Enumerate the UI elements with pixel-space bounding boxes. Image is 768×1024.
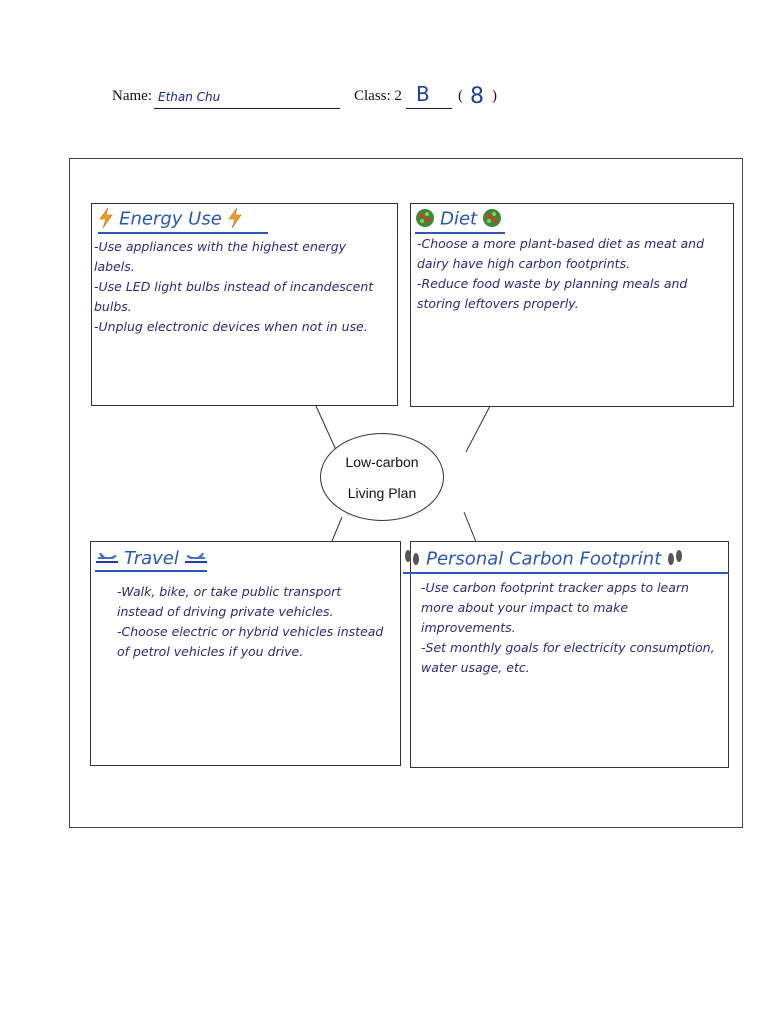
diet-title: Diet: [415, 208, 505, 234]
airplane-icon: [184, 550, 208, 570]
energy-item-1: -Use appliances with the highest energy labels.: [94, 239, 347, 274]
diet-item-2: -Reduce food waste by planning meals and storing leftovers properly.: [417, 276, 688, 311]
personal-carbon-footprint-title: Personal Carbon Footprint: [403, 548, 729, 574]
central-topic-line-2: Living Plan: [347, 485, 417, 501]
diet-item-1: -Choose a more plant-based diet as meat and dairy have high carbon footprints.: [417, 236, 705, 271]
number-close-paren: ): [492, 88, 497, 104]
energy-item-3: -Unplug electronic devices when not in use.: [94, 319, 368, 334]
travel-title: Travel: [95, 548, 207, 572]
personal-carbon-footprint-list: [421, 578, 721, 678]
central-topic-ellipse: [320, 433, 444, 521]
class-value: B: [416, 82, 430, 106]
personal-carbon-footprint-card: [410, 541, 729, 768]
travel-item-1: -Walk, bike, or take public transport instead of driving private vehicles.: [117, 584, 342, 619]
footprint-item-1: -Use carbon footprint tracker apps to learn more about your impact to make improvements.: [421, 580, 689, 635]
name-value: Ethan Chu: [158, 90, 221, 104]
footprints-icon: [403, 548, 421, 572]
central-topic-line-1: Low-carbon: [345, 454, 419, 470]
salad-bowl-icon: [482, 208, 502, 232]
airplane-icon: [95, 550, 119, 570]
footprints-icon: [666, 548, 684, 572]
travel-list: [117, 582, 389, 662]
number-value: 8: [470, 84, 484, 109]
energy-use-card: [91, 203, 398, 406]
name-label: Name:: [112, 88, 152, 104]
diet-card: [410, 203, 734, 407]
travel-card: [90, 541, 401, 766]
diet-list: [417, 234, 709, 314]
energy-use-title: Energy Use: [98, 208, 268, 234]
class-label: Class: 2: [354, 88, 402, 104]
salad-bowl-icon: [415, 208, 435, 232]
number-open-paren: (: [458, 88, 463, 104]
energy-use-list: [94, 237, 384, 337]
lightning-icon: [227, 208, 243, 232]
lightning-icon: [98, 208, 114, 232]
energy-item-2: -Use LED light bulbs instead of incandescent bulbs.: [94, 279, 374, 314]
footprint-item-2: -Set monthly goals for electricity consumption, water usage, etc.: [421, 640, 715, 675]
travel-item-2: -Choose electric or hybrid vehicles instead of petrol vehicles if you drive.: [117, 624, 384, 659]
